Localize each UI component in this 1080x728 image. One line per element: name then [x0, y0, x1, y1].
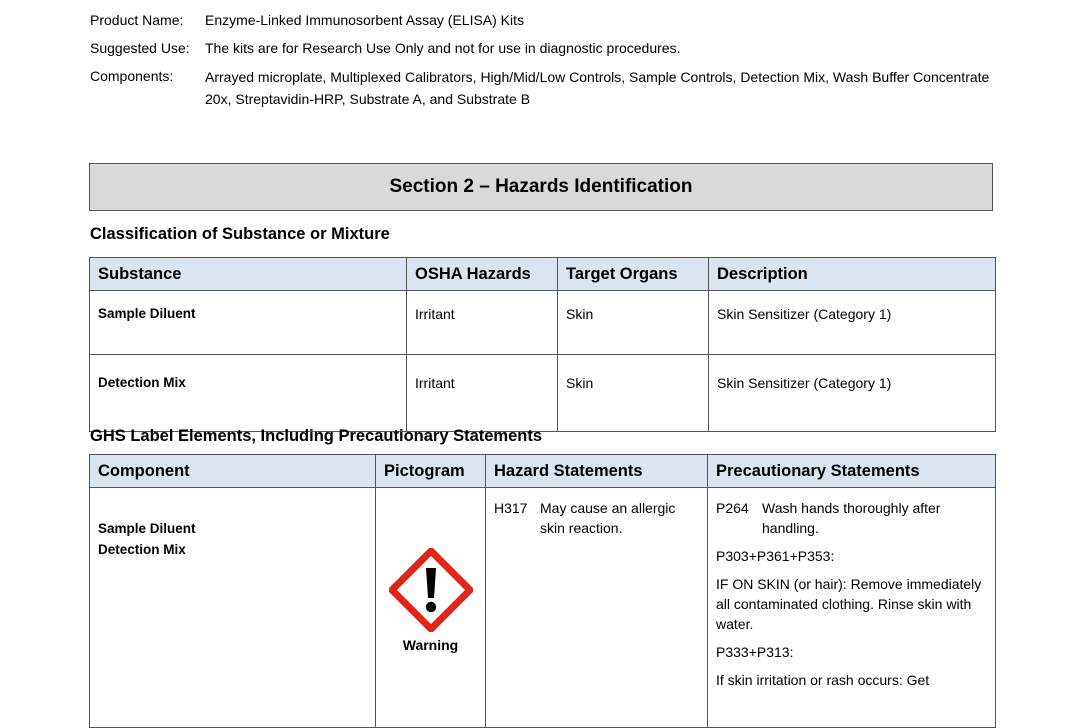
hazard-text: May cause an allergic skin reaction.	[540, 500, 676, 536]
header-hazard-statements: Hazard Statements	[486, 455, 708, 488]
ghs-heading: GHS Label Elements, Including Precautionary Statements	[90, 427, 543, 445]
header-osha-hazards: OSHA Hazards	[407, 258, 558, 291]
p264-code: P264	[716, 500, 749, 516]
ghs-header-row	[90, 455, 996, 488]
hazard-statements-cell	[486, 488, 708, 728]
p333-text: If skin irritation or rash occurs: Get	[716, 672, 930, 688]
exclamation-mark-diamond-icon	[389, 548, 473, 632]
p303-text: IF ON SKIN (or hair): Remove immediately all contaminated clothing. Rinse skin with water.	[716, 576, 982, 632]
header-description: Description	[709, 258, 996, 291]
table-row	[90, 291, 996, 355]
description-cell: Skin Sensitizer (Category 1)	[709, 291, 996, 355]
table-row	[90, 355, 996, 432]
component-cell	[90, 488, 376, 728]
signal-word: Warning	[402, 637, 459, 653]
header-pictogram: Pictogram	[376, 455, 486, 488]
suggested-use-label: Suggested Use:	[90, 40, 190, 56]
organs-cell: Skin	[558, 291, 709, 355]
p333-code: P333+P313:	[716, 644, 794, 660]
components-label: Components:	[90, 68, 174, 84]
section-2-title: Section 2 – Hazards Identification	[89, 163, 993, 211]
components-value: Arrayed microplate, Multiplexed Calibrators, High/Mid/Low Controls, Sample Controls, Detection Mix, Wash Buffer Concentrate 20x, Streptavidin-HRP, Substrate A, and Substrate B	[205, 69, 990, 107]
precautionary-statements-cell	[708, 488, 996, 728]
osha-cell: Irritant	[407, 291, 558, 355]
substance-cell: Detection Mix	[90, 355, 407, 432]
p264-text: Wash hands thoroughly after handling.	[762, 500, 941, 536]
component-name: Sample Diluent	[98, 521, 196, 536]
table-row	[90, 488, 996, 728]
p303-code: P303+P361+P353:	[716, 548, 835, 564]
osha-cell: Irritant	[407, 355, 558, 432]
header-component: Component	[90, 455, 376, 488]
classification-header-row	[90, 258, 996, 291]
header-target-organs: Target Organs	[558, 258, 709, 291]
header-substance: Substance	[90, 258, 407, 291]
suggested-use-value: The kits are for Research Use Only and not for use in diagnostic procedures.	[205, 40, 681, 56]
precautionary-statement-p264	[716, 498, 987, 538]
component-name: Detection Mix	[98, 542, 186, 557]
organs-cell: Skin	[558, 355, 709, 432]
description-cell: Skin Sensitizer (Category 1)	[709, 355, 996, 432]
product-name-value: Enzyme-Linked Immunosorbent Assay (ELISA) Kits	[205, 12, 525, 28]
pictogram-cell	[376, 488, 486, 728]
hazard-code: H317	[494, 500, 528, 516]
substance-cell: Sample Diluent	[90, 291, 407, 355]
product-name-label: Product Name:	[90, 12, 184, 28]
hazard-statement	[494, 498, 699, 538]
ghs-label-table	[89, 454, 996, 728]
classification-heading: Classification of Substance or Mixture	[90, 225, 390, 243]
header-precautionary-statements: Precautionary Statements	[708, 455, 996, 488]
classification-table	[89, 257, 996, 432]
